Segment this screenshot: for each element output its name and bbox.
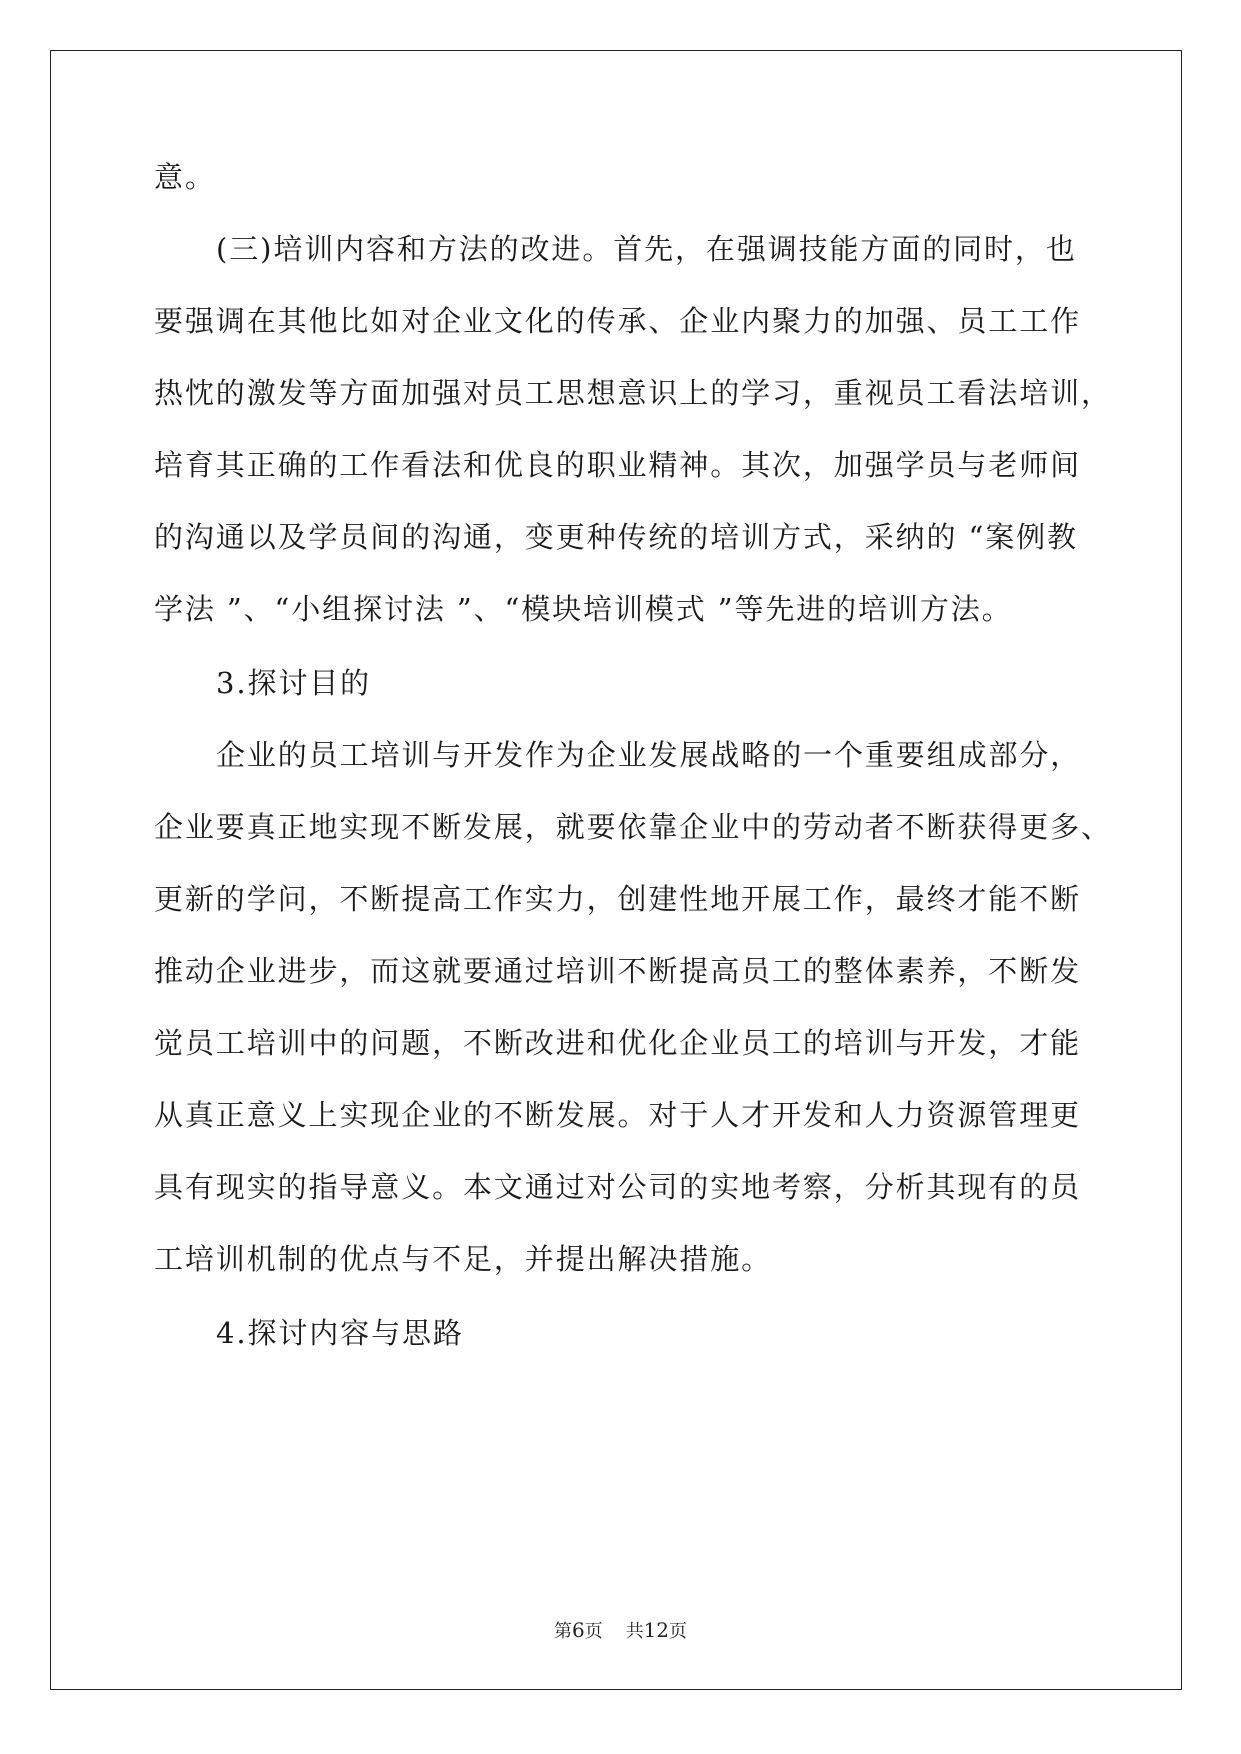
text-line: 从真正意义上实现企业的不断发展。对于人才开发和人力资源管理更 — [154, 1098, 1082, 1132]
page-footer — [0, 1618, 1241, 1644]
text-line: 更新的学问，不断提高工作实力，创建性地开展工作，最终才能不断 — [154, 882, 1082, 916]
text-line: 培育其正确的工作看法和优良的职业精神。其次，加强学员与老师间 — [154, 448, 1082, 482]
footer-total-prefix: 共 — [625, 1621, 644, 1642]
text-line: 学法 ”、“小组探讨法 ”、“模块培训模式 ”等先进的培训方法。 — [154, 592, 1013, 626]
text-line: 企业的员工培训与开发作为企业发展战略的一个重要组成部分， — [216, 738, 1082, 772]
page-number: 6 — [571, 1618, 585, 1642]
total-pages: 12 — [643, 1618, 670, 1642]
text-line: 热忱的激发等方面加强对员工思想意识上的学习，重视员工看法培训， — [154, 376, 1112, 410]
page-border — [50, 50, 1182, 1690]
text-line: (三)培训内容和方法的改进。首先，在强调技能方面的同时，也 — [216, 232, 1077, 266]
text-line: 的沟通以及学员间的沟通，变更种传统的培训方式，采纳的 “案例教 — [154, 520, 1078, 554]
section-heading: 4.探讨内容与思路 — [216, 1316, 464, 1350]
section-heading: 3.探讨目的 — [216, 666, 372, 700]
footer-total-suffix: 页 — [669, 1621, 688, 1642]
footer-prefix: 第 — [553, 1621, 572, 1642]
text-line: 工培训机制的优点与不足，并提出解决措施。 — [154, 1242, 773, 1276]
text-line: 要强调在其他比如对企业文化的传承、企业内聚力的加强、员工工作 — [154, 304, 1082, 338]
footer-page-suffix: 页 — [584, 1621, 603, 1642]
text-line: 推动企业进步，而这就要通过培训不断提高员工的整体素养，不断发 — [154, 954, 1082, 988]
text-line: 意。 — [154, 160, 216, 194]
text-line: 企业要真正地实现不断发展，就要依靠企业中的劳动者不断获得更多、 — [154, 810, 1112, 844]
text-line: 觉员工培训中的问题，不断改进和优化企业员工的培训与开发，才能 — [154, 1026, 1082, 1060]
text-line: 具有现实的指导意义。本文通过对公司的实地考察，分析其现有的员 — [154, 1170, 1082, 1204]
